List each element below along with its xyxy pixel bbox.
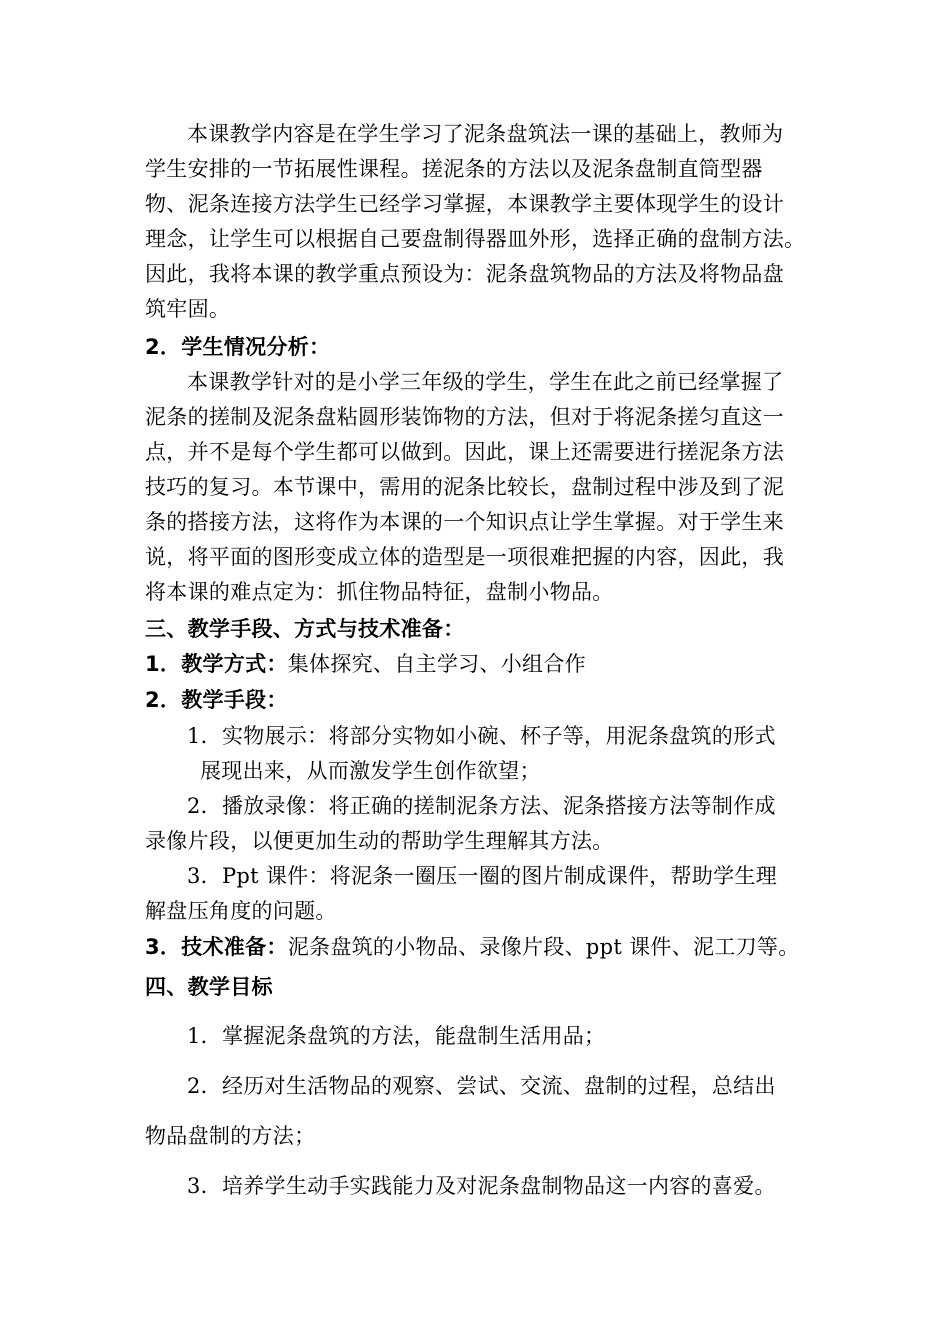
paragraph-line: 学生安排的一节拓展性课程。搓泥条的方法以及泥条盘制直筒型器 — [145, 157, 763, 181]
paragraph-line: 点，并不是每个学生都可以做到。因此，课上还需要进行搓泥条方法 — [145, 440, 784, 464]
paragraph-line: 说，将平面的图形变成立体的造型是一项很难把握的内容，因此，我 — [145, 545, 784, 569]
section-heading: 三、教学手段、方式与技术准备： — [145, 617, 465, 641]
section-heading: 四、教学目标 — [145, 975, 273, 999]
paragraph-line: 将本课的难点定为：抓住物品特征，盘制小物品。 — [145, 580, 614, 604]
goal-item: 2．经历对生活物品的观察、尝试、交流、盘制的过程，总结出 — [187, 1074, 776, 1098]
tech-label: 3．技术准备： — [145, 935, 288, 959]
paragraph-line: 因此，我将本课的教学重点预设为：泥条盘筑物品的方法及将物品盘 — [145, 262, 784, 286]
means-item: 2．播放录像：将正确的搓制泥条方法、泥条搭接方法等制作成 — [187, 794, 776, 818]
means-item: 录像片段，以便更加生动的帮助学生理解其方法。 — [145, 829, 614, 853]
paragraph-line: 技巧的复习。本节课中，需用的泥条比较长，盘制过程中涉及到了泥 — [145, 475, 784, 499]
paragraph-line: 条的搭接方法，这将作为本课的一个知识点让学生掌握。对于学生来 — [145, 510, 784, 534]
paragraph-line: 理念，让学生可以根据自己要盘制得器皿外形，选择正确的盘制方法。 — [145, 227, 806, 251]
section-heading: 2．学生情况分析： — [145, 335, 331, 359]
tech-line — [145, 932, 800, 962]
paragraph-line: 泥条的搓制及泥条盘粘圆形装饰物的方法，但对于将泥条搓匀直这一 — [145, 405, 784, 429]
paragraph-line: 本课教学内容是在学生学习了泥条盘筑法一课的基础上，教师为 — [187, 122, 784, 146]
goal-item: 1．掌握泥条盘筑的方法，能盘制生活用品； — [187, 1024, 606, 1048]
method-text: 集体探究、自主学习、小组合作 — [287, 652, 586, 676]
paragraph-line: 本课教学针对的是小学三年级的学生，学生在此之前已经掌握了 — [187, 370, 784, 394]
means-label: 2．教学手段： — [145, 688, 288, 712]
tech-text: 泥条盘筑的小物品、录像片段、ppt 课件、泥工刀等。 — [287, 935, 800, 959]
method-line — [145, 649, 586, 679]
means-item: 1．实物展示：将部分实物如小碗、杯子等，用泥条盘筑的形式 — [187, 724, 776, 748]
means-item: 解盘压角度的问题。 — [145, 899, 337, 923]
paragraph-line: 筑牢固。 — [145, 297, 231, 321]
means-item: 3．Ppt 课件：将泥条一圈压一圈的图片制成课件，帮助学生理 — [187, 864, 778, 888]
goal-item: 3．培养学生动手实践能力及对泥条盘制物品这一内容的喜爱。 — [187, 1174, 776, 1198]
method-label: 1．教学方式： — [145, 652, 288, 676]
goal-item: 物品盘制的方法； — [145, 1124, 316, 1148]
means-item: 展现出来，从而激发学生创作欲望； — [200, 759, 541, 783]
paragraph-line: 物、泥条连接方法学生已经学习掌握，本课教学主要体现学生的设计 — [145, 192, 784, 216]
